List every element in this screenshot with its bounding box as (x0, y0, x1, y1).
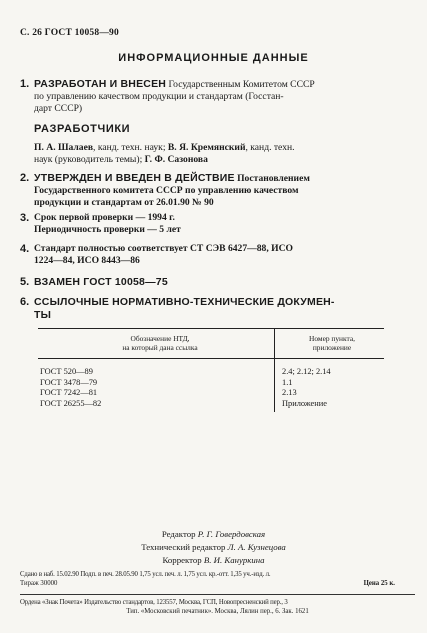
table-row-doc: ГОСТ 520—89 (40, 367, 93, 376)
developer-1: П. А. Шалаев (34, 142, 94, 153)
table-row-doc: ГОСТ 7242—81 (40, 388, 98, 397)
credit-editor: Редактор Р. Г. Говердовская (161, 529, 266, 539)
table-row-ref: 2.13 (282, 388, 297, 397)
table-header-col-2: Номер пункта, приложение (309, 334, 355, 352)
section-4 (20, 243, 404, 267)
section-6 (20, 296, 404, 322)
page-title: ИНФОРМАЦИОННЫЕ ДАННЫЕ (118, 52, 309, 64)
section-3-line-1: Срок первой проверки — 1994 г. (34, 212, 175, 223)
section-6-number: 6. (20, 296, 30, 308)
developer-1-title: , канд. техн. наук; (93, 142, 166, 153)
section-1 (20, 78, 404, 115)
table-header-rule (38, 358, 384, 359)
section-5 (20, 276, 404, 289)
table-header-col-1: Обозначение НТД, на который дана ссылка (122, 334, 198, 352)
section-4-number: 4. (20, 243, 30, 255)
developer-2: В. Я. Кремянский (167, 142, 246, 153)
table-col-docs (40, 367, 101, 409)
page-header: С. 26 ГОСТ 10058—90 (20, 28, 119, 38)
section-2-number: 2. (20, 172, 30, 184)
table-row-doc: ГОСТ 3478—79 (40, 377, 98, 387)
credit-tech-editor: Технический редактор Л. А. Кузнецова (141, 542, 286, 552)
table-row-ref: 2.4; 2.12; 2.14 (282, 367, 331, 376)
section-1-line-2: по управлению качеством продукции и стандартам (Госстан- (34, 91, 284, 102)
imprint-price: Цена 25 к. (363, 580, 395, 588)
imprint-block (20, 570, 415, 617)
imprint-line-3: Ордена «Знак Почета» Издательство стандартов, 123557, Москва, ГСП, Новопресненский пер., 3 (20, 594, 415, 607)
credits-block (0, 528, 427, 567)
imprint-line-4: Тип. «Московский печатник». Москва, Лялин пер., 6. Зак. 1621 (126, 608, 309, 616)
imprint-line-1: Сдано в наб. 15.02.90 Подп. в печ. 28.05.90 1,75 усл. печ. л. 1,75 усл. кр.-отт. 1,35 уч.-изд. л. (20, 571, 271, 578)
table-row-ref: 1.1 (282, 377, 293, 387)
section-6-line-2: ТЫ (34, 309, 52, 321)
section-5-text: ВЗАМЕН ГОСТ 10058—75 (34, 276, 168, 288)
section-4-line-1: Стандарт полностью соответствует СТ СЭВ 6427—88, ИСО (34, 243, 293, 254)
section-1-heading: РАЗРАБОТАН И ВНЕСЕН (34, 78, 167, 90)
table-column-divider (274, 328, 275, 412)
section-2-line-1: Постановлением (237, 173, 310, 184)
section-1-line-1: Государственным Комитетом СССР (168, 79, 315, 90)
imprint-print-run: Тираж 30000 (20, 580, 58, 588)
section-1-line-3: дарт СССР) (34, 103, 83, 114)
table-row-ref: Приложение (282, 398, 327, 408)
developer-2-title: , канд. техн. (245, 142, 295, 153)
developers-heading: РАЗРАБОТЧИКИ (34, 123, 131, 135)
section-2-heading: УТВЕРЖДЕН И ВВЕДЕН В ДЕЙСТВИЕ (34, 172, 235, 184)
developer-3: Г. Ф. Сазонова (144, 154, 208, 165)
section-3 (20, 212, 404, 236)
section-2-line-2: Государственного комитета СССР по управлению качеством (34, 185, 299, 196)
section-2-line-3: продукции и стандартам от 26.01.90 № 90 (34, 197, 214, 208)
developers-list (34, 142, 404, 166)
table-col-refs (282, 367, 331, 409)
table-top-rule (38, 328, 384, 329)
section-3-number: 3. (20, 212, 30, 224)
section-3-line-2: Периодичность проверки — 5 лет (34, 224, 181, 235)
section-5-number: 5. (20, 276, 30, 288)
developer-2-title-cont: наук (руководитель темы); (34, 154, 143, 165)
table-row-doc: ГОСТ 26255—82 (40, 398, 102, 408)
section-2 (20, 172, 404, 209)
section-4-line-2: 1224—84, ИСО 8443—86 (34, 255, 140, 266)
credit-corrector: Корректор В. И. Кануркина (162, 555, 265, 565)
section-6-line-1: ССЫЛОЧНЫЕ НОРМАТИВНО-ТЕХНИЧЕСКИЕ ДОКУМЕН- (34, 296, 335, 308)
section-1-number: 1. (20, 78, 30, 90)
imprint-line-2 (20, 579, 395, 588)
